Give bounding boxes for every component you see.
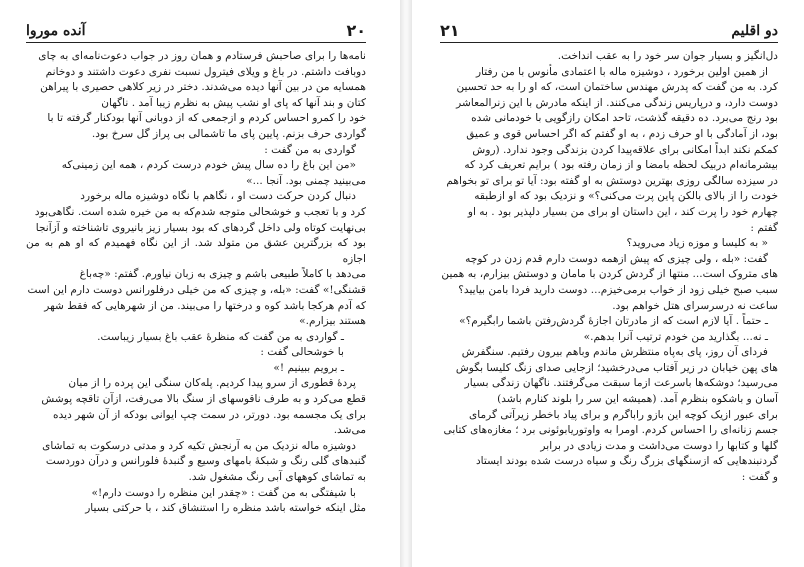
text-line: می‌دهد با کاملاً طبیعی باشم و چیزی به زبان نیاورم. گفتم: «چه‌باغ <box>79 268 366 281</box>
text-line: گفت: «بله ، ولی چیزی که پیش ازهمه دوست دارم قدم زدن در کوچه <box>465 252 768 265</box>
text-line: قشنگی!» گفت: «بله، و چیزی که من خیلی درفلورانس دوست دارم این است <box>27 283 366 296</box>
text-line: پردهٔ قطوری از سرو پیدا کردیم. پله‌کان سنگی این پرده را از میان <box>68 377 356 390</box>
text-line: می‌رسید؛ دوشکه‌ها باسرعت ازما سبقت می‌گرفتند. ناگهان زندگی بسیار <box>464 377 778 390</box>
text-line: دنبال کردن حرکت دست او ، نگاهم با نگاه دوشیزه ماله برخورد <box>80 190 356 203</box>
text-line: نامه‌ها را برای صاحبش فرستادم و همان روز در جواب دعوت‌نامه‌ای به چای <box>38 50 366 62</box>
text-line: خود را کمرو احساس کردم و ازجمعی که از دوبانی آنها بودکنار گرفته تا با <box>47 112 366 125</box>
text-line: دوشیزه ماله نزدیک من به آرنجش تکیه کرد و مدتی درسکوت به تماشای <box>42 439 356 452</box>
text-line: گواردی به من گفت : <box>264 143 356 156</box>
left-page-title: آنده موروا <box>26 23 86 39</box>
text-line: گلها و کتابها را دوست می‌داشت و مدت زیادی در برابر <box>540 439 778 452</box>
text-line: «من این باغ را ده سال پیش خودم درست کردم ، همه این زمینی‌که <box>61 159 356 172</box>
text-line: گنبدهای گلی رنگ و شبکهٔ بامهای وسیع و گنبدهٔ فلورانس و درآن دوردست <box>45 455 366 468</box>
text-line: قطع می‌کرد و به طرف ناقوسهای از سنگ بالا می‌رفت، ازآن تاقچه پوشش <box>41 393 366 406</box>
text-line: « به کلیسا و موزه زیاد می‌روید؟ <box>626 237 768 250</box>
text-line: همسایه من در بین آنها دیده می‌شدند. دختر در زیر کلاهی حصیری با پیراهن <box>40 81 366 94</box>
text-line: بیشرمانه‌ام دربیک لحظه بامضا و از زمان رفته بود ) برایم تعریف کرد که <box>464 159 778 172</box>
text-line: کمکم نکند ابداً امکانی برای علاقه‌پیدا کردن بزندگی وجود ندارد. (روش <box>472 143 778 156</box>
text-line: برای عبور ازیک کوچه این بازو راباگرم و برای پیاد باخطر زیرآتی گرمای <box>468 408 778 421</box>
text-line: که آدم هرکجا باشد کوه و درختها را می‌بیند. من از شهرهایی که فقط شهر <box>44 299 366 312</box>
text-line: و گفت : <box>741 471 778 484</box>
text-line: ـ برویم ببینیم !» <box>273 361 344 374</box>
text-line: بود، از آمادگی با او حرف زدم ، به او گفتم که اگر احساس قوی و عمیق <box>466 127 778 140</box>
text-line: با خوشحالی گفت : <box>260 346 344 359</box>
left-page-header <box>26 22 366 43</box>
text-line: دوبافت داشتم. در باغ و ویلای فیترول نسبت نفری دعوت داشتند و دوخانم <box>45 65 366 78</box>
text-line: بود رنج می‌برد. ده دقیقه گذشت، تاحد امکان رازگویی با خودمانی شده <box>471 112 778 125</box>
text-line: می‌شد. <box>333 424 366 437</box>
text-line: بی‌نهایت کوتاه ولی داخل گردهای که بود بسیار زیز بانیروی تاشناخته و آزآنجا <box>35 221 366 234</box>
right-page-header <box>440 22 778 43</box>
text-line: گفتم : <box>750 221 778 234</box>
text-line: بود که بزرگترین عشق من متولد شد. از این نگاه فهمیدم که او هم به من اجازه <box>26 237 366 265</box>
text-line: دل‌انگیز و بسیار جوان سر خود را به عقب انداخت. <box>557 50 778 62</box>
text-line: ـ گواردی به من گفت که منظرهٔ عقب باغ بسیار زیباست. <box>97 330 344 343</box>
text-line: جسم زنانه‌ای را احساس کردم. اومرا به واوتوریابوئونی برد ؛ مغازه‌های کتابی <box>443 424 778 437</box>
text-line: گردنبندهایی که ازسنگهای بزرگ رنگ و سیاه درست شده بودند ایستاد <box>475 455 778 468</box>
right-page <box>412 0 804 567</box>
text-line: ساعت نه درسرسرای هتل خواهم بود. <box>612 299 778 312</box>
left-page <box>0 0 400 567</box>
text-line: مثل اینکه خواسته باشد منظره را استنشاق کند ، با حرکتی بسیار <box>85 502 366 515</box>
right-page-number: ۲۱ <box>440 21 460 40</box>
text-line: برای یک مجسمه بود. دورتر، در سمت چپ ایوانی بودکه از آن شهر دیده <box>53 408 366 421</box>
text-line: فردای آن روز، پای به‌پاه منتظرش ماندم وباهم بیرون رفتیم. سنگفرش <box>461 346 768 359</box>
right-page-title: دو اقلیم <box>731 23 778 39</box>
text-line: در سیزده سالگی روزی بهترین دوستش به او گفته بود: آیا تو برای تو بخواهم <box>446 174 778 187</box>
text-line: آسان و باشکوه بنظرم آمد. (همیشه این سر را بلوند کنارم باشد) <box>497 393 778 406</box>
text-line: از همین اولین برخورد ، دوشیزه ماله با اعتمادی مأنوس با من رفتار <box>475 65 768 78</box>
text-line: هستند بیزارم.» <box>299 315 366 328</box>
text-line: ـ حتماً . آیا لازم است که از مادرتان اجازهٔ گردش‌رفتن باشما رابگیرم؟» <box>459 315 768 328</box>
text-line: به تماشای کوههای آبی رنگ مشغول شد. <box>188 471 366 484</box>
text-line: کرد و با تعجب و خوشحالی متوجه شدم‌که به من خیره شده است. نگاهی‌بود <box>34 205 366 218</box>
text-line: کرد. به من گفت که پدرش مهندس ساختمان است، که او را به حد تحسین <box>456 81 778 94</box>
text-line: چهارم خود را پرت کند ، این داستان او برای من بسیار دلپذیر بود . به او <box>467 205 778 218</box>
text-line: ـ نه... بگذارید من خودم ترتیب آنرا بدهم.» <box>583 330 768 343</box>
text-line: سبب صبح خیلی زود از خواب برمی‌خیزم... دوست دارید فردا بامن بیایید؟ <box>458 283 778 296</box>
text-line: های پهن خیابان در زیر آفتاب می‌درخشید؛ ازجایی صدای زنگ کلیسا بگوش <box>455 361 778 374</box>
text-line: کتان و بند آنها که پای او نشب پیش به نظرم زیبا آمد . ناگهان <box>101 96 366 109</box>
text-line: گواردی حرف بزنم. پایین پای ما تاشمالی بی پراز گل سرخ بود. <box>91 127 366 140</box>
right-page-body <box>440 49 778 486</box>
book-gutter <box>400 0 412 567</box>
text-line: دوست دارد، و درپاریس زندگی می‌کنند. از اینکه مادرش با این زنرالمعاشر <box>456 96 778 109</box>
text-line: خودت را از بالای بالکن پاین پرت می‌کنی؟» و نزدیک بود که او ازطبقه <box>474 190 778 203</box>
text-line: می‌بینید چمنی بود. آنجا ...» <box>246 174 366 187</box>
left-page-body <box>26 49 366 517</box>
text-line: های متروک است... منتها از گردش کردن با مامان و دوستش بیزارم، به همین <box>441 268 778 281</box>
text-line: با شیفتگی به من گفت : «چقدر این منظره را دوست دارم!» <box>91 486 356 499</box>
left-page-number: ۲۰ <box>346 21 366 40</box>
